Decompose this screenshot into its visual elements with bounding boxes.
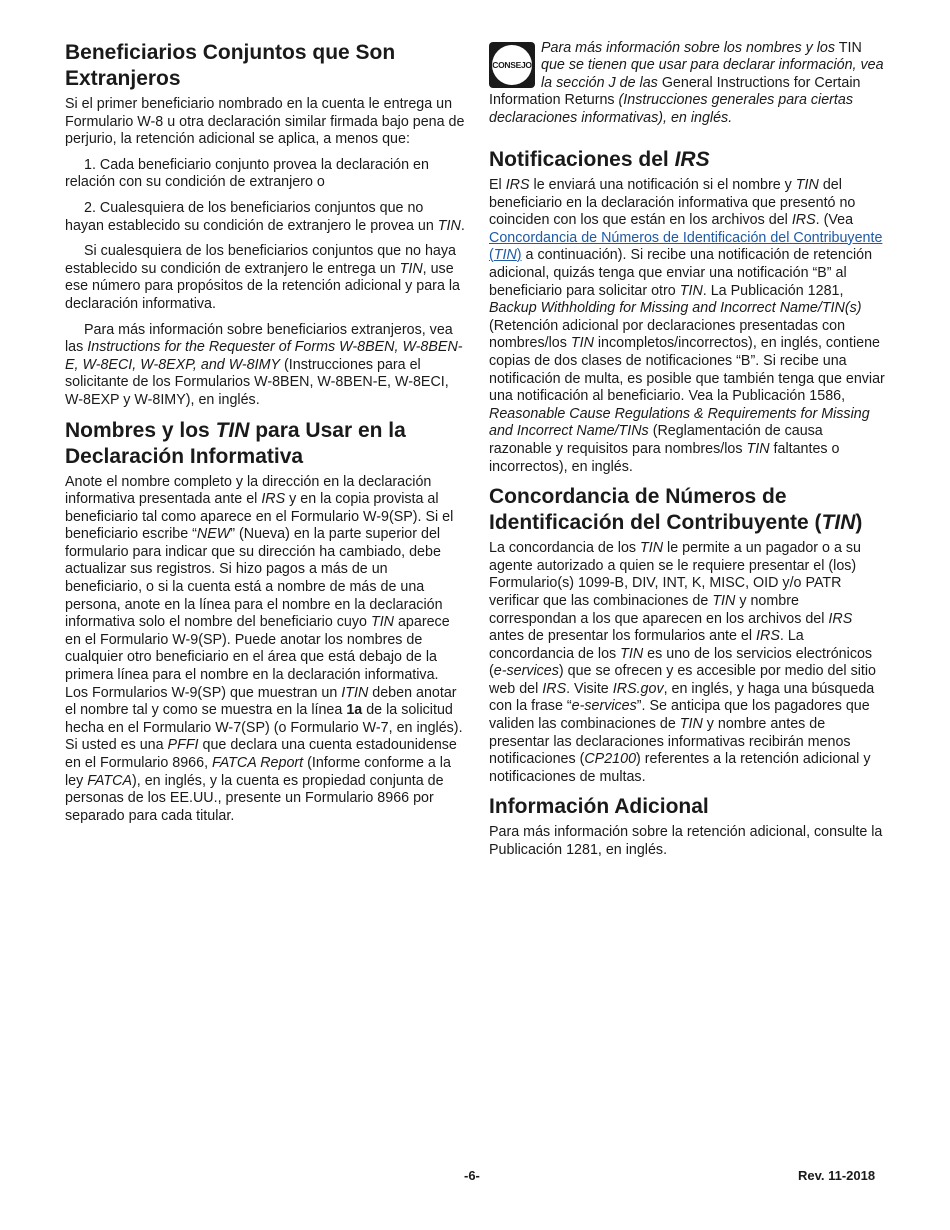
- section-additional-info: [489, 794, 889, 859]
- tip-box: [489, 40, 889, 135]
- list-item: 2. Cualesquiera de los beneficiarios conjuntos que no hayan establecido su condición de extranjero le provea un TIN.: [65, 199, 465, 234]
- list-item: 1. Cada beneficiario conjunto provea la declaración en relación con su condición de extranjero o: [65, 156, 429, 191]
- paragraph: Si cualesquiera de los beneficiarios conjuntos que no haya establecido su condición de extranjero le entrega un TIN, use ese número para propósitos de la retención adicional y para la declaración informativa.: [65, 243, 460, 312]
- heading-names-and-tins: Nombres y los TIN para Usar en la Declaración Informativa: [65, 418, 406, 468]
- paragraph: Para más información sobre la retención adicional, consulte la Publicación 1281, en inglés.: [489, 824, 883, 859]
- paragraph: El IRS le enviará una notificación si el nombre y TIN del beneficiario en la declaración informativa que presentó no coinciden con los que están en los archivos del IRS. (Vea Concordancia de Números de Identificación del Contribuyente (TIN) a continuación). Si recibe una notificación de retención adicional, quizás tenga que enviar una notificación “B” al beneficiario para solicitar otro TIN. La Publicación 1281, Backup Withholding for Missing and Incorrect Name/TIN(s) (Retención adicional por declaraciones presentadas con nombres/los TIN incompletos/incorrectos), en inglés, contiene copias de dos clases de notificaciones “B”. Si recibe una notificación de multa, es posible que también tenga que enviar una notificación al beneficiario. Vea la Publicación 1586, Reasonable Cause Regulations & Requirements for Missing and Incorrect Name/TINs (Reglamentación de causa razonable y requisitos para nombres/los TIN faltantes o incorrectos), en inglés.: [489, 177, 885, 475]
- tin-matching-link[interactable]: Concordancia de Números de Identificación del Contribuyente (TIN): [489, 229, 883, 264]
- paragraph: La concordancia de los TIN le permite a un pagador o a su agente autorizado a quien se le requiere presentar el (los) Formulario(s) 1099-B, DIV, INT, K, MISC, OID y/o PATR verificar que las combinaciones de TIN y nombre correspondan a los que aparecen en los archivos del IRS antes de presentar los formularios ante el IRS. La concordancia de los TIN es uno de los servicios electrónicos (e-services) que se ofrecen y es accesible por medio del sitio web del IRS. Visite IRS.gov, en inglés, y haga una búsqueda con la frase “e-services”. Se anticipa que los pagadores que validen las combinaciones de TIN y nombre antes de presentar las declaraciones informativas recibirán menos notificaciones (CP2100) referentes a la retención adicional y notificaciones de multas.: [489, 540, 877, 785]
- tip-text: Para más información sobre los nombres y los TIN que se tienen que usar para declarar información, vea la sección J de las General Instructions for Certain Information Returns (Instrucciones generales para ciertas declaraciones informativas), en inglés.: [489, 40, 884, 126]
- paragraph: Si el primer beneficiario nombrado en la cuenta le entrega un Formulario W-8 u otra declaración similar firmada bajo pena de perjurio, la retención adicional se aplica, a menos que:: [65, 96, 465, 148]
- right-column: [489, 40, 889, 868]
- revision-date: Rev. 11-2018: [798, 1168, 876, 1183]
- heading-irs-notices: Notificaciones del IRS: [489, 148, 710, 172]
- heading-tin-matching: Concordancia de Números de Identificación del Contribuyente (TIN): [489, 485, 863, 535]
- section-irs-notices: [489, 147, 889, 476]
- paragraph: Anote el nombre completo y la dirección en la declaración informativa presentada ante el IRS y en la copia provista al beneficiario tal como aparece en el Formulario W-9(SP). Si el beneficiario escribe “NEW” (Nueva) en la parte superior del formulario para indicar que su dirección ha cambiado, debe actualizar sus registros. Si hizo pagos a más de un beneficiario, o si la cuenta está a nombre de más de una persona, anote en la línea para el nombre en la declaración informativa solo el nombre del beneficiario cuyo TIN aparece en el Formulario W-9(SP). Puede anotar los nombres de cualquier otro beneficiario en el área que está debajo de la primera línea para el nombre en la declaración informativa. Los Formularios W-9(SP) que muestran un ITIN deben anotar el nombre tal y como se muestra en la línea 1a de la solicitud hecha en el Formulario W-7(SP) (o Formulario W-7, en inglés). Si usted es una PFFI que declara una cuenta estadounidense en el Formulario 8966, FATCA Report (Informe conforme a la ley FATCA), en inglés, y la cuenta es propiedad conjunta de personas de los EE.UU., presente un Formulario 8966 por separado para cada titular.: [65, 473, 463, 824]
- page-number: -6-: [464, 1168, 480, 1183]
- left-column: [65, 40, 465, 833]
- consejo-icon: CONSEJO: [489, 42, 535, 88]
- section-foreign-joint-payees: [65, 40, 465, 410]
- section-names-and-tins: [65, 418, 465, 826]
- heading-additional-info: Información Adicional: [489, 795, 709, 819]
- paragraph: Para más información sobre beneficiarios extranjeros, vea las Instructions for the Requester of Forms W-8BEN, W-8BEN-E, W-8ECI, W-8EXP, and W-8IMY (Instrucciones para el solicitante de los Formularios W-8BEN, W-8BEN-E, W-8ECI, W-8EXP y W-8IMY), en inglés.: [65, 321, 463, 408]
- heading-foreign-joint-payees: Beneficiarios Conjuntos que Son Extranjeros: [65, 41, 396, 90]
- section-tin-matching: [489, 484, 889, 786]
